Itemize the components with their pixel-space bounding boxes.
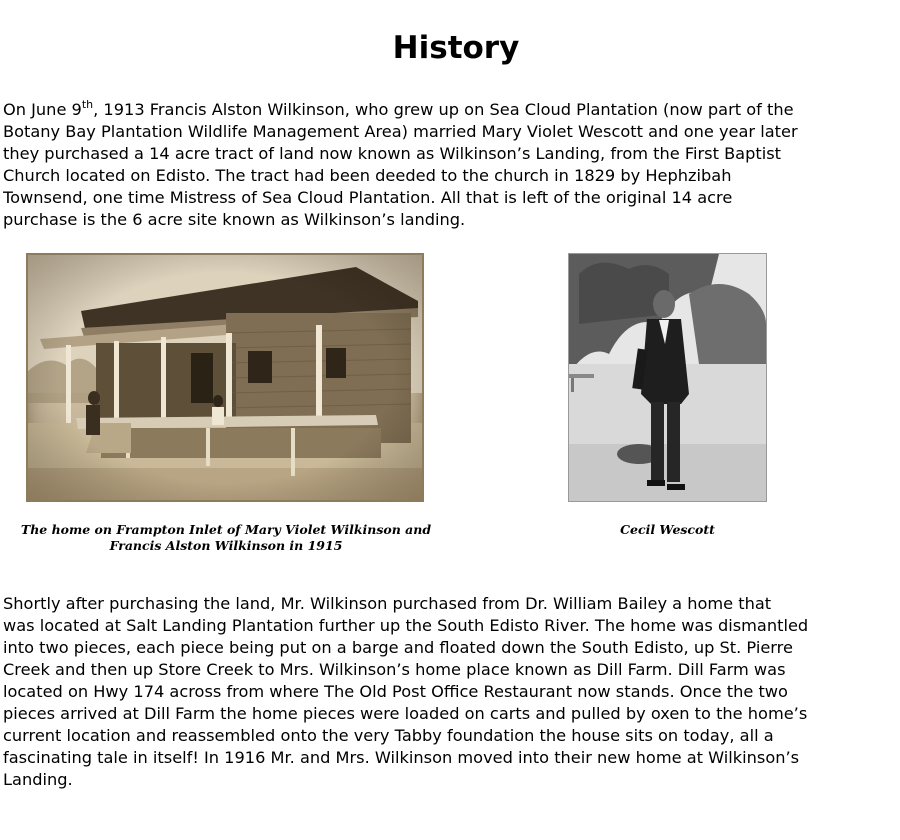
purchase-line: into two pieces, each piece being put on a barge and floated down the South Edisto, up St. Pierre	[3, 638, 793, 657]
page-title: History	[392, 30, 520, 66]
house-photo	[26, 253, 424, 502]
intro-line: Church located on Edisto. The tract had been deeded to the church in 1829 by Hephzibah	[3, 166, 732, 185]
house-photo-caption	[0, 522, 452, 554]
purchase-line: Landing.	[3, 770, 73, 789]
house-caption-line-1: The home on Frampton Inlet of Mary Violet Wilkinson and	[20, 522, 432, 537]
purchase-line: Creek and then up Store Creek to Mrs. Wilkinson’s home place known as Dill Farm. Dill Farm was	[3, 660, 786, 679]
intro-paragraph	[3, 99, 900, 231]
portrait-photo-caption: Cecil Wescott	[620, 522, 715, 537]
portrait-photo	[568, 253, 767, 502]
purchase-line: Shortly after purchasing the land, Mr. Wilkinson purchased from Dr. William Bailey a home that	[3, 594, 772, 613]
house-caption-line-2: Francis Alston Wilkinson in 1915	[109, 538, 343, 553]
purchase-line: pieces arrived at Dill Farm the home pieces were loaded on carts and pulled by oxen to the home’s	[3, 704, 808, 723]
purchase-line: was located at Salt Landing Plantation further up the South Edisto River. The home was dismantled	[3, 616, 809, 635]
intro-line: Townsend, one time Mistress of Sea Cloud Plantation. All that is left of the original 14 acre	[3, 188, 733, 207]
intro-line: purchase is the 6 acre site known as Wilkinson’s landing.	[3, 210, 466, 229]
purchase-line: fascinating tale in itself! In 1916 Mr. and Mrs. Wilkinson moved into their new home at Wilkinson’s	[3, 748, 800, 767]
purchase-line: current location and reassembled onto the very Tabby foundation the house sits on today, all a	[3, 726, 774, 745]
intro-line: Botany Bay Plantation Wildlife Management Area) married Mary Violet Wescott and one year later	[3, 122, 798, 141]
purchase-paragraph	[3, 593, 900, 791]
portrait-photo-illustration	[569, 254, 766, 501]
purchase-line: located on Hwy 174 across from where The Old Post Office Restaurant now stands. Once the two	[3, 682, 788, 701]
intro-line: they purchased a 14 acre tract of land now known as Wilkinson’s Landing, from the First Baptist	[3, 144, 781, 163]
intro-line-1: On June 9th, 1913 Francis Alston Wilkinson, who grew up on Sea Cloud Plantation (now part of the	[3, 99, 794, 119]
house-photo-illustration	[26, 253, 424, 502]
